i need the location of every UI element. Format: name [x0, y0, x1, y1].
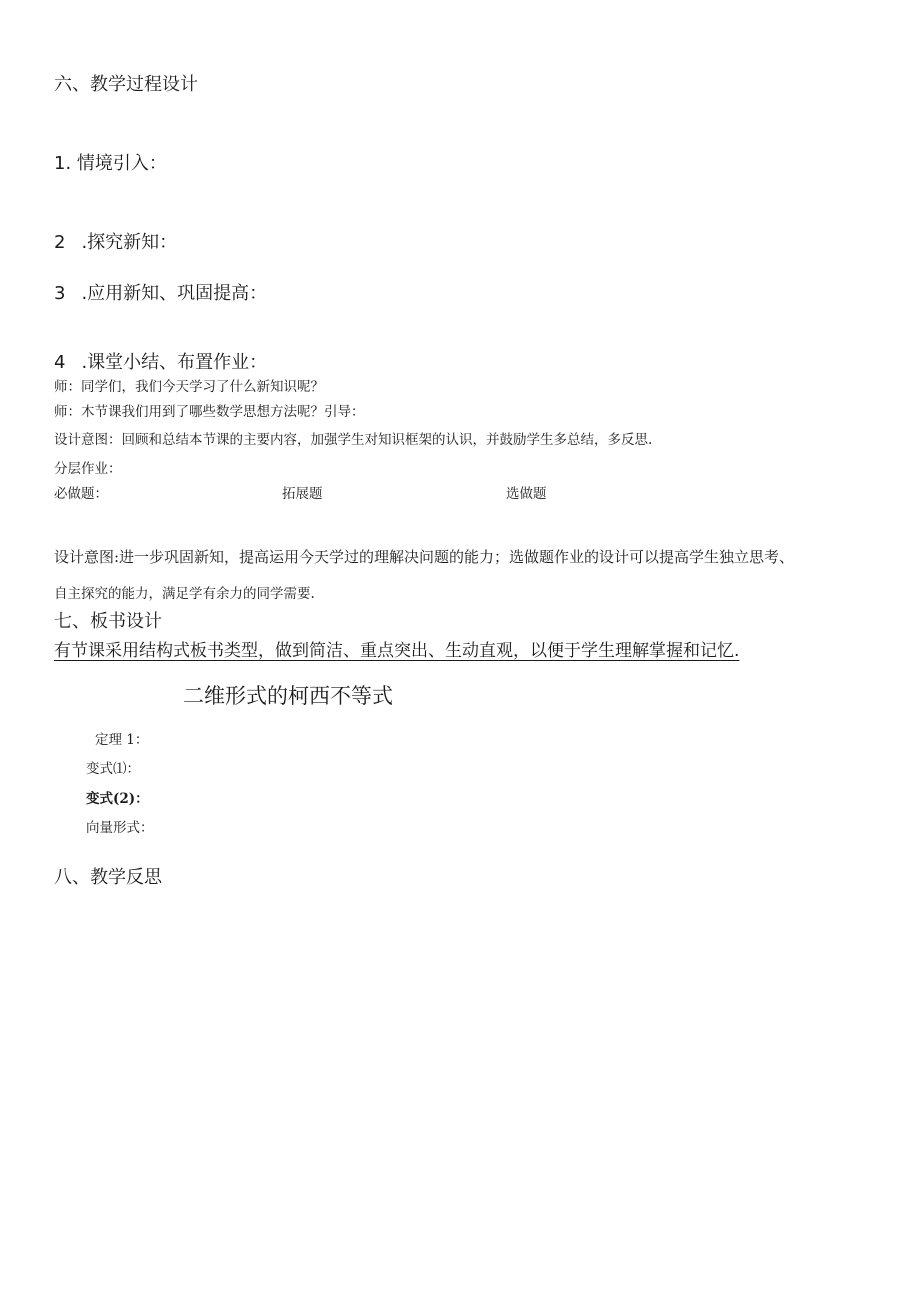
section7-title: 七、板书设计 — [54, 611, 162, 632]
step4-heading — [54, 348, 267, 374]
summary-question-2: 师：木节课我们用到了哪些数学思想方法呢？引导： — [54, 404, 365, 420]
summary-question-1: 师：同学们，我们今天学习了什么新知识呢？ — [54, 379, 324, 395]
homework-required: 必做题： — [54, 486, 108, 502]
homework-intent-line1: 设计意图:进一步巩固新知，提高运用今天学过的理解决问题的能力；选做题作业的设计可以提高学生独立思考、 — [54, 548, 795, 566]
homework-intent-line2: 自主探究的能力，满足学有余力的同学需要. — [54, 586, 315, 602]
step4-number: 4 — [54, 352, 66, 373]
step1-heading: 1. 情境引入： — [54, 153, 167, 174]
summary-design-intent: 设计意图：回顾和总结本节课的主要内容，加强学生对知识框架的认识，并鼓励学生多总结，多反思. — [54, 432, 653, 448]
board-item-variant-1: 变式⑴： — [86, 761, 140, 777]
step3-label: .应用新知、巩固提高： — [81, 283, 268, 304]
section8-title: 八、教学反思 — [54, 867, 162, 888]
homework-extension: 拓展题 — [282, 486, 323, 502]
homework-label: 分层作业： — [54, 461, 122, 477]
section7-description: 有节课采用结构式板书类型，做到简洁、重点突出、生动直观，以便于学生理解掌握和记忆. — [54, 641, 740, 661]
step2-number: 2 — [54, 232, 66, 253]
board-title: 二维形式的柯西不等式 — [183, 684, 393, 708]
step4-label: .课堂小结、布置作业： — [81, 352, 268, 373]
step3-number: 3 — [54, 283, 66, 304]
step2-label: .探究新知： — [81, 232, 178, 253]
section6-title: 六、教学过程设计 — [54, 74, 198, 95]
step3-heading — [54, 279, 267, 305]
homework-optional: 选做题 — [506, 486, 547, 502]
board-item-vector-form: 向量形式： — [86, 820, 154, 836]
board-item-theorem: 定理 1： — [95, 732, 149, 748]
step2-heading — [54, 228, 177, 254]
board-item-variant-2: 变式(2)： — [86, 791, 149, 807]
